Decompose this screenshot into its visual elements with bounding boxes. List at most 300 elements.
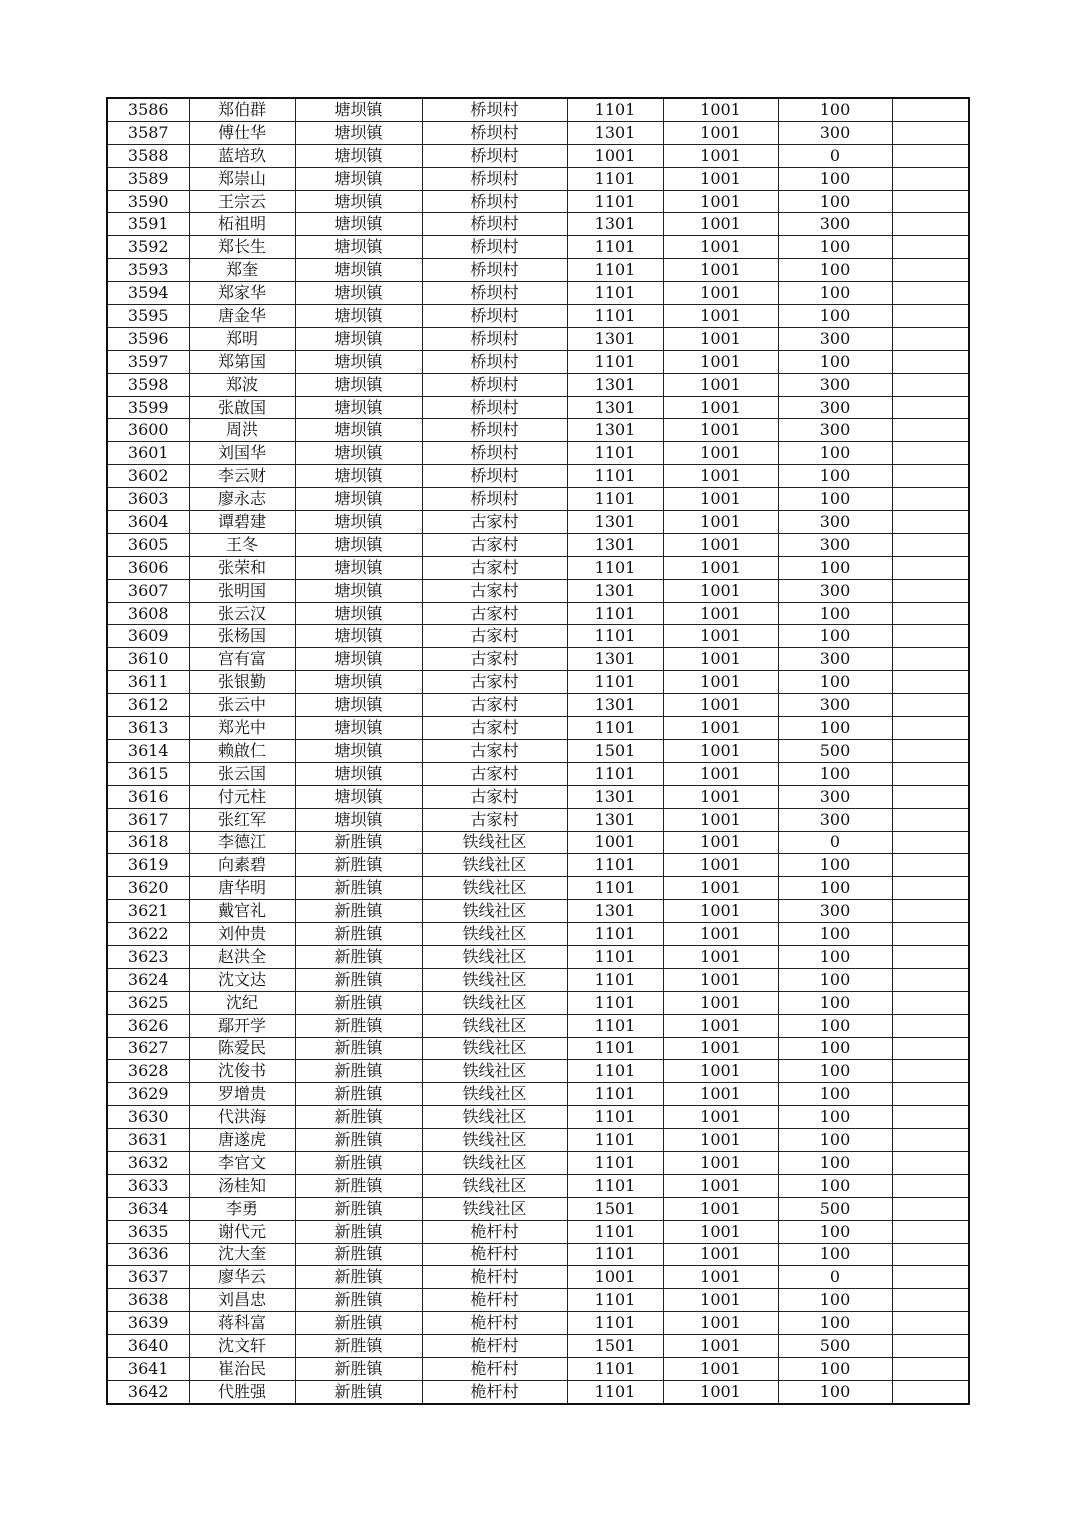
table-row [107, 556, 969, 579]
table-row [107, 1266, 969, 1289]
village-cell: 古家村 [422, 671, 567, 694]
amount-cell: 100 [778, 968, 892, 991]
code-a-cell: 1101 [567, 98, 663, 121]
code-a-cell: 1101 [567, 1129, 663, 1152]
remark-cell [892, 305, 969, 328]
table-row [107, 671, 969, 694]
remark-cell [892, 1357, 969, 1380]
code-a-cell: 1101 [567, 1060, 663, 1083]
code-b-cell: 1001 [663, 282, 778, 305]
village-cell: 桅杆村 [422, 1380, 567, 1403]
code-b-cell: 1001 [663, 167, 778, 190]
remark-cell [892, 167, 969, 190]
village-cell: 桅杆村 [422, 1335, 567, 1358]
remark-cell [892, 877, 969, 900]
village-cell: 古家村 [422, 602, 567, 625]
name-cell: 蓝培玖 [189, 144, 295, 167]
table-row [107, 511, 969, 534]
code-b-cell: 1001 [663, 442, 778, 465]
code-b-cell: 1001 [663, 213, 778, 236]
remark-cell [892, 694, 969, 717]
table-row [107, 1129, 969, 1152]
village-cell: 铁线社区 [422, 1037, 567, 1060]
row-number-cell: 3598 [107, 373, 189, 396]
table-row [107, 1197, 969, 1220]
village-cell: 铁线社区 [422, 1060, 567, 1083]
name-cell: 李勇 [189, 1197, 295, 1220]
row-number-cell: 3601 [107, 442, 189, 465]
village-cell: 铁线社区 [422, 991, 567, 1014]
table-row [107, 831, 969, 854]
remark-cell [892, 648, 969, 671]
code-a-cell: 1101 [567, 625, 663, 648]
code-b-cell: 1001 [663, 991, 778, 1014]
code-a-cell: 1101 [567, 1312, 663, 1335]
town-cell: 塘坝镇 [295, 121, 422, 144]
row-number-cell: 3612 [107, 694, 189, 717]
village-cell: 铁线社区 [422, 945, 567, 968]
code-a-cell: 1101 [567, 1380, 663, 1403]
code-a-cell: 1301 [567, 579, 663, 602]
name-cell: 廖华云 [189, 1266, 295, 1289]
code-b-cell: 1001 [663, 1174, 778, 1197]
village-cell: 铁线社区 [422, 1197, 567, 1220]
table-row [107, 190, 969, 213]
village-cell: 古家村 [422, 511, 567, 534]
code-b-cell: 1001 [663, 923, 778, 946]
name-cell: 蒋科富 [189, 1312, 295, 1335]
remark-cell [892, 1129, 969, 1152]
amount-cell: 100 [778, 282, 892, 305]
row-number-cell: 3603 [107, 488, 189, 511]
name-cell: 郑家华 [189, 282, 295, 305]
name-cell: 陈爱民 [189, 1037, 295, 1060]
amount-cell: 300 [778, 900, 892, 923]
remark-cell [892, 831, 969, 854]
remark-cell [892, 717, 969, 740]
code-b-cell: 1001 [663, 602, 778, 625]
code-b-cell: 1001 [663, 373, 778, 396]
table-row [107, 1106, 969, 1129]
code-a-cell: 1101 [567, 350, 663, 373]
village-cell: 铁线社区 [422, 1083, 567, 1106]
town-cell: 塘坝镇 [295, 167, 422, 190]
code-a-cell: 1001 [567, 144, 663, 167]
name-cell: 张红军 [189, 808, 295, 831]
code-b-cell: 1001 [663, 968, 778, 991]
table-row [107, 1174, 969, 1197]
code-b-cell: 1001 [663, 1335, 778, 1358]
town-cell: 塘坝镇 [295, 625, 422, 648]
table-row [107, 579, 969, 602]
code-a-cell: 1101 [567, 282, 663, 305]
town-cell: 新胜镇 [295, 1380, 422, 1403]
code-b-cell: 1001 [663, 717, 778, 740]
row-number-cell: 3625 [107, 991, 189, 1014]
village-cell: 古家村 [422, 808, 567, 831]
row-number-cell: 3632 [107, 1151, 189, 1174]
village-cell: 桥坝村 [422, 213, 567, 236]
code-a-cell: 1301 [567, 511, 663, 534]
name-cell: 汤桂知 [189, 1174, 295, 1197]
village-cell: 桅杆村 [422, 1289, 567, 1312]
town-cell: 塘坝镇 [295, 785, 422, 808]
village-cell: 古家村 [422, 625, 567, 648]
name-cell: 宫有富 [189, 648, 295, 671]
table-row [107, 1083, 969, 1106]
town-cell: 塘坝镇 [295, 305, 422, 328]
code-a-cell: 1101 [567, 465, 663, 488]
village-cell: 铁线社区 [422, 854, 567, 877]
remark-cell [892, 1289, 969, 1312]
row-number-cell: 3638 [107, 1289, 189, 1312]
code-a-cell: 1101 [567, 488, 663, 511]
amount-cell: 300 [778, 648, 892, 671]
name-cell: 郑光中 [189, 717, 295, 740]
remark-cell [892, 511, 969, 534]
amount-cell: 100 [778, 1357, 892, 1380]
town-cell: 新胜镇 [295, 1129, 422, 1152]
village-cell: 桥坝村 [422, 442, 567, 465]
village-cell: 桥坝村 [422, 350, 567, 373]
code-a-cell: 1101 [567, 167, 663, 190]
code-a-cell: 1101 [567, 671, 663, 694]
village-cell: 古家村 [422, 533, 567, 556]
amount-cell: 300 [778, 396, 892, 419]
row-number-cell: 3624 [107, 968, 189, 991]
remark-cell [892, 785, 969, 808]
amount-cell: 100 [778, 1014, 892, 1037]
village-cell: 古家村 [422, 785, 567, 808]
name-cell: 郑奎 [189, 259, 295, 282]
amount-cell: 100 [778, 923, 892, 946]
village-cell: 铁线社区 [422, 1129, 567, 1152]
code-a-cell: 1301 [567, 648, 663, 671]
row-number-cell: 3597 [107, 350, 189, 373]
village-cell: 古家村 [422, 648, 567, 671]
row-number-cell: 3639 [107, 1312, 189, 1335]
code-b-cell: 1001 [663, 739, 778, 762]
code-b-cell: 1001 [663, 121, 778, 144]
row-number-cell: 3591 [107, 213, 189, 236]
code-b-cell: 1001 [663, 556, 778, 579]
remark-cell [892, 282, 969, 305]
town-cell: 塘坝镇 [295, 419, 422, 442]
remark-cell [892, 900, 969, 923]
table-row [107, 465, 969, 488]
code-b-cell: 1001 [663, 854, 778, 877]
amount-cell: 100 [778, 877, 892, 900]
code-a-cell: 1101 [567, 968, 663, 991]
amount-cell: 100 [778, 350, 892, 373]
town-cell: 塘坝镇 [295, 236, 422, 259]
remark-cell [892, 602, 969, 625]
town-cell: 塘坝镇 [295, 556, 422, 579]
code-a-cell: 1101 [567, 1014, 663, 1037]
village-cell: 桅杆村 [422, 1312, 567, 1335]
village-cell: 古家村 [422, 556, 567, 579]
row-number-cell: 3628 [107, 1060, 189, 1083]
code-b-cell: 1001 [663, 1380, 778, 1403]
table-row [107, 1380, 969, 1403]
town-cell: 新胜镇 [295, 1243, 422, 1266]
code-a-cell: 1301 [567, 121, 663, 144]
code-a-cell: 1101 [567, 305, 663, 328]
town-cell: 新胜镇 [295, 1037, 422, 1060]
code-a-cell: 1101 [567, 1243, 663, 1266]
remark-cell [892, 762, 969, 785]
name-cell: 郑长生 [189, 236, 295, 259]
table-row [107, 350, 969, 373]
code-a-cell: 1501 [567, 739, 663, 762]
village-cell: 铁线社区 [422, 1151, 567, 1174]
amount-cell: 300 [778, 213, 892, 236]
town-cell: 塘坝镇 [295, 327, 422, 350]
name-cell: 罗增贵 [189, 1083, 295, 1106]
name-cell: 戴官礼 [189, 900, 295, 923]
village-cell: 桥坝村 [422, 282, 567, 305]
row-number-cell: 3600 [107, 419, 189, 442]
village-cell: 古家村 [422, 717, 567, 740]
amount-cell: 100 [778, 991, 892, 1014]
row-number-cell: 3627 [107, 1037, 189, 1060]
code-b-cell: 1001 [663, 1357, 778, 1380]
code-a-cell: 1301 [567, 808, 663, 831]
town-cell: 新胜镇 [295, 991, 422, 1014]
remark-cell [892, 259, 969, 282]
amount-cell: 300 [778, 533, 892, 556]
name-cell: 向素碧 [189, 854, 295, 877]
name-cell: 谭碧建 [189, 511, 295, 534]
remark-cell [892, 327, 969, 350]
name-cell: 刘昌忠 [189, 1289, 295, 1312]
remark-cell [892, 396, 969, 419]
amount-cell: 300 [778, 808, 892, 831]
town-cell: 塘坝镇 [295, 259, 422, 282]
table-row [107, 1289, 969, 1312]
remark-cell [892, 350, 969, 373]
code-a-cell: 1101 [567, 877, 663, 900]
town-cell: 新胜镇 [295, 877, 422, 900]
remark-cell [892, 144, 969, 167]
town-cell: 塘坝镇 [295, 373, 422, 396]
row-number-cell: 3619 [107, 854, 189, 877]
remark-cell [892, 1014, 969, 1037]
table-body [107, 98, 969, 1404]
code-a-cell: 1301 [567, 419, 663, 442]
remark-cell [892, 1197, 969, 1220]
town-cell: 塘坝镇 [295, 190, 422, 213]
row-number-cell: 3602 [107, 465, 189, 488]
town-cell: 新胜镇 [295, 900, 422, 923]
row-number-cell: 3613 [107, 717, 189, 740]
name-cell: 郑波 [189, 373, 295, 396]
name-cell: 谢代元 [189, 1220, 295, 1243]
remark-cell [892, 442, 969, 465]
table-row [107, 1220, 969, 1243]
name-cell: 廖永志 [189, 488, 295, 511]
row-number-cell: 3609 [107, 625, 189, 648]
remark-cell [892, 854, 969, 877]
code-a-cell: 1101 [567, 1220, 663, 1243]
village-cell: 桥坝村 [422, 488, 567, 511]
village-cell: 桥坝村 [422, 305, 567, 328]
table-row [107, 694, 969, 717]
town-cell: 新胜镇 [295, 1151, 422, 1174]
amount-cell: 100 [778, 1151, 892, 1174]
town-cell: 塘坝镇 [295, 602, 422, 625]
town-cell: 塘坝镇 [295, 533, 422, 556]
code-a-cell: 1501 [567, 1335, 663, 1358]
table-row [107, 305, 969, 328]
table-row [107, 98, 969, 121]
town-cell: 新胜镇 [295, 1289, 422, 1312]
row-number-cell: 3622 [107, 923, 189, 946]
town-cell: 新胜镇 [295, 1335, 422, 1358]
town-cell: 塘坝镇 [295, 98, 422, 121]
amount-cell: 100 [778, 625, 892, 648]
amount-cell: 100 [778, 602, 892, 625]
remark-cell [892, 488, 969, 511]
row-number-cell: 3588 [107, 144, 189, 167]
row-number-cell: 3630 [107, 1106, 189, 1129]
row-number-cell: 3617 [107, 808, 189, 831]
village-cell: 桅杆村 [422, 1357, 567, 1380]
row-number-cell: 3605 [107, 533, 189, 556]
village-cell: 桥坝村 [422, 373, 567, 396]
remark-cell [892, 1060, 969, 1083]
remark-cell [892, 1312, 969, 1335]
amount-cell: 0 [778, 831, 892, 854]
amount-cell: 300 [778, 511, 892, 534]
row-number-cell: 3636 [107, 1243, 189, 1266]
town-cell: 塘坝镇 [295, 808, 422, 831]
code-b-cell: 1001 [663, 236, 778, 259]
code-b-cell: 1001 [663, 900, 778, 923]
amount-cell: 300 [778, 373, 892, 396]
table-row [107, 1014, 969, 1037]
code-b-cell: 1001 [663, 579, 778, 602]
name-cell: 鄢开学 [189, 1014, 295, 1037]
code-b-cell: 1001 [663, 1106, 778, 1129]
row-number-cell: 3596 [107, 327, 189, 350]
row-number-cell: 3608 [107, 602, 189, 625]
code-b-cell: 1001 [663, 1060, 778, 1083]
remark-cell [892, 945, 969, 968]
name-cell: 张杨国 [189, 625, 295, 648]
village-cell: 桥坝村 [422, 327, 567, 350]
table-row [107, 808, 969, 831]
town-cell: 塘坝镇 [295, 465, 422, 488]
town-cell: 新胜镇 [295, 1106, 422, 1129]
amount-cell: 100 [778, 488, 892, 511]
table-row [107, 785, 969, 808]
amount-cell: 500 [778, 1197, 892, 1220]
code-a-cell: 1101 [567, 1037, 663, 1060]
name-cell: 付元柱 [189, 785, 295, 808]
town-cell: 新胜镇 [295, 831, 422, 854]
table-row [107, 419, 969, 442]
name-cell: 沈文轩 [189, 1335, 295, 1358]
amount-cell: 100 [778, 717, 892, 740]
village-cell: 桥坝村 [422, 259, 567, 282]
town-cell: 塘坝镇 [295, 511, 422, 534]
code-a-cell: 1101 [567, 259, 663, 282]
row-number-cell: 3615 [107, 762, 189, 785]
table-row [107, 488, 969, 511]
name-cell: 郑明 [189, 327, 295, 350]
village-cell: 铁线社区 [422, 1174, 567, 1197]
town-cell: 塘坝镇 [295, 717, 422, 740]
name-cell: 唐遂虎 [189, 1129, 295, 1152]
row-number-cell: 3614 [107, 739, 189, 762]
name-cell: 唐华明 [189, 877, 295, 900]
code-a-cell: 1101 [567, 1151, 663, 1174]
row-number-cell: 3621 [107, 900, 189, 923]
table-row [107, 625, 969, 648]
row-number-cell: 3610 [107, 648, 189, 671]
code-a-cell: 1301 [567, 785, 663, 808]
remark-cell [892, 190, 969, 213]
amount-cell: 100 [778, 1037, 892, 1060]
table-row [107, 762, 969, 785]
village-cell: 铁线社区 [422, 877, 567, 900]
name-cell: 代洪海 [189, 1106, 295, 1129]
amount-cell: 100 [778, 465, 892, 488]
code-b-cell: 1001 [663, 1037, 778, 1060]
village-cell: 古家村 [422, 762, 567, 785]
row-number-cell: 3589 [107, 167, 189, 190]
town-cell: 新胜镇 [295, 923, 422, 946]
town-cell: 新胜镇 [295, 1266, 422, 1289]
code-a-cell: 1001 [567, 1266, 663, 1289]
remark-cell [892, 1174, 969, 1197]
town-cell: 新胜镇 [295, 1014, 422, 1037]
table-row [107, 1243, 969, 1266]
name-cell: 张啟国 [189, 396, 295, 419]
amount-cell: 100 [778, 1129, 892, 1152]
name-cell: 张荣和 [189, 556, 295, 579]
town-cell: 塘坝镇 [295, 442, 422, 465]
row-number-cell: 3611 [107, 671, 189, 694]
amount-cell: 100 [778, 236, 892, 259]
code-b-cell: 1001 [663, 1083, 778, 1106]
remark-cell [892, 1243, 969, 1266]
code-a-cell: 1101 [567, 1083, 663, 1106]
table-row [107, 121, 969, 144]
name-cell: 郑崇山 [189, 167, 295, 190]
table-row [107, 602, 969, 625]
town-cell: 塘坝镇 [295, 144, 422, 167]
name-cell: 沈文达 [189, 968, 295, 991]
table-row [107, 144, 969, 167]
amount-cell: 100 [778, 556, 892, 579]
amount-cell: 100 [778, 854, 892, 877]
remark-cell [892, 373, 969, 396]
name-cell: 郑伯群 [189, 98, 295, 121]
row-number-cell: 3604 [107, 511, 189, 534]
code-b-cell: 1001 [663, 671, 778, 694]
town-cell: 塘坝镇 [295, 282, 422, 305]
code-a-cell: 1101 [567, 945, 663, 968]
village-cell: 古家村 [422, 739, 567, 762]
code-b-cell: 1001 [663, 350, 778, 373]
row-number-cell: 3637 [107, 1266, 189, 1289]
remark-cell [892, 1220, 969, 1243]
code-b-cell: 1001 [663, 1289, 778, 1312]
code-b-cell: 1001 [663, 533, 778, 556]
code-a-cell: 1301 [567, 213, 663, 236]
